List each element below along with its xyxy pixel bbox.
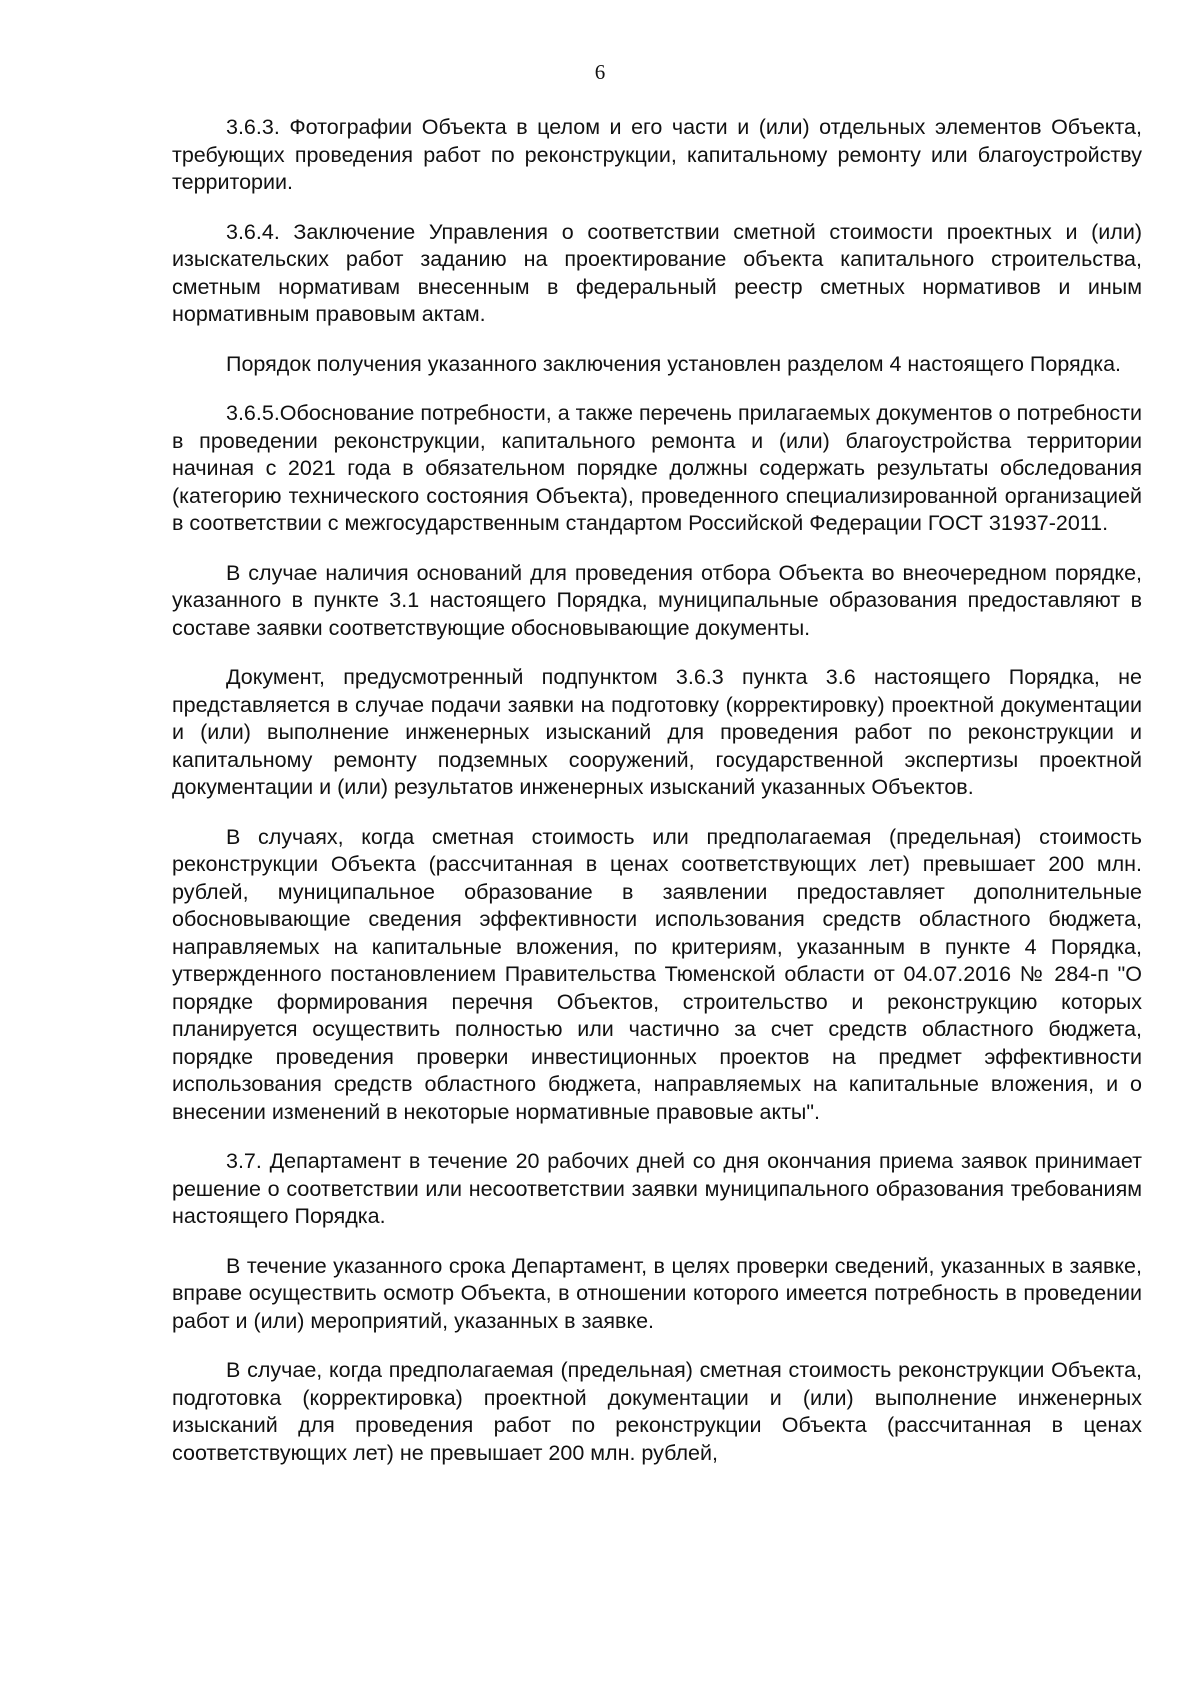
paragraph-3-6-4: 3.6.4. Заключение Управления о соответствии сметной стоимости проектных и (или) изыскательских работ заданию на проектирование объекта капитального строительства, сметным нормативам внесенным в федеральный реестр сметных нормативов и иным нормативным правовым актам. — [172, 219, 1142, 326]
document-body — [172, 114, 1142, 1467]
paragraph-conclusion-procedure: Порядок получения указанного заключения установлен разделом 4 настоящего Порядка. — [226, 351, 1122, 376]
paragraph-3-6-5: 3.6.5.Обоснование потребности, а также перечень прилагаемых документов о потребности в проведении реконструкции, капитального ремонта и (или) благоустройства территории начиная с 2021 года в обязательном порядке должны содержать результаты обследования (категорию технического состояния Объекта), проведенного специализированной организацией в соответствии с межгосударственным стандартом Российской Федерации ГОСТ 31937-2011. — [172, 401, 1142, 535]
paragraph-cost-over-200m: В случаях, когда сметная стоимость или предполагаемая (предельная) стоимость реконструкции Объекта (рассчитанная в ценах соответствующих лет) превышает 200 млн. рублей, муниципальное образование в заявлении предоставляет дополнительные обосновывающие сведения эффективности использования средств областного бюджета, направляемых на капитальные вложения, по критериям, указанным в пункте 4 Порядка, утвержденного постановлением Правительства Тюменской области от 04.07.2016 № 284-п "О порядке формирования перечня Объектов, строительство и реконструкцию которых планируется осуществить полностью или частично за счет средств областного бюджета, порядке проведения проверки инвестиционных проектов на предмет эффективности использования средств областного бюджета, направляемых на капитальные вложения, и о внесении изменений в некоторые нормативные правовые акты". — [172, 824, 1142, 1124]
page-number: 6 — [594, 60, 606, 84]
paragraph-cost-under-200m: В случае, когда предполагаемая (предельная) сметная стоимость реконструкции Объекта, подготовка (корректировка) проектной документации и (или) выполнение инженерных изысканий для проведения работ по реконструкции Объекта (рассчитанная в ценах соответствующих лет) не превышает 200 млн. рублей, — [172, 1358, 1142, 1465]
paragraph-3-7: 3.7. Департамент в течение 20 рабочих дней со дня окончания приема заявок принимает решение о соответствии или несоответствии заявки муниципального образования требованиям настоящего Порядка. — [172, 1149, 1142, 1228]
paragraph-document-exemption: Документ, предусмотренный подпунктом 3.6.3 пункта 3.6 настоящего Порядка, не представляется в случае подачи заявки на подготовку (корректировку) проектной документации и (или) выполнение инженерных изысканий для проведения работ по реконструкции и капитальному ремонту подземных сооружений, государственной экспертизы проектной документации и (или) результатов инженерных изысканий указанных Объектов. — [172, 665, 1142, 799]
paragraph-3-6-3: 3.6.3. Фотографии Объекта в целом и его части и (или) отдельных элементов Объекта, требующих проведения работ по реконструкции, капитальному ремонту или благоустройству территории. — [172, 115, 1142, 194]
paragraph-inspection: В течение указанного срока Департамент, в целях проверки сведений, указанных в заявке, вправе осуществить осмотр Объекта, в отношении которого имеется потребность в проведении работ и (или) мероприятий, указанных в заявке. — [172, 1253, 1142, 1333]
paragraph-extraordinary-selection: В случае наличия оснований для проведения отбора Объекта во внеочередном порядке, указанного в пункте 3.1 настоящего Порядка, муниципальные образования предоставляют в составе заявки соответствующие обосновывающие документы. — [172, 560, 1142, 640]
